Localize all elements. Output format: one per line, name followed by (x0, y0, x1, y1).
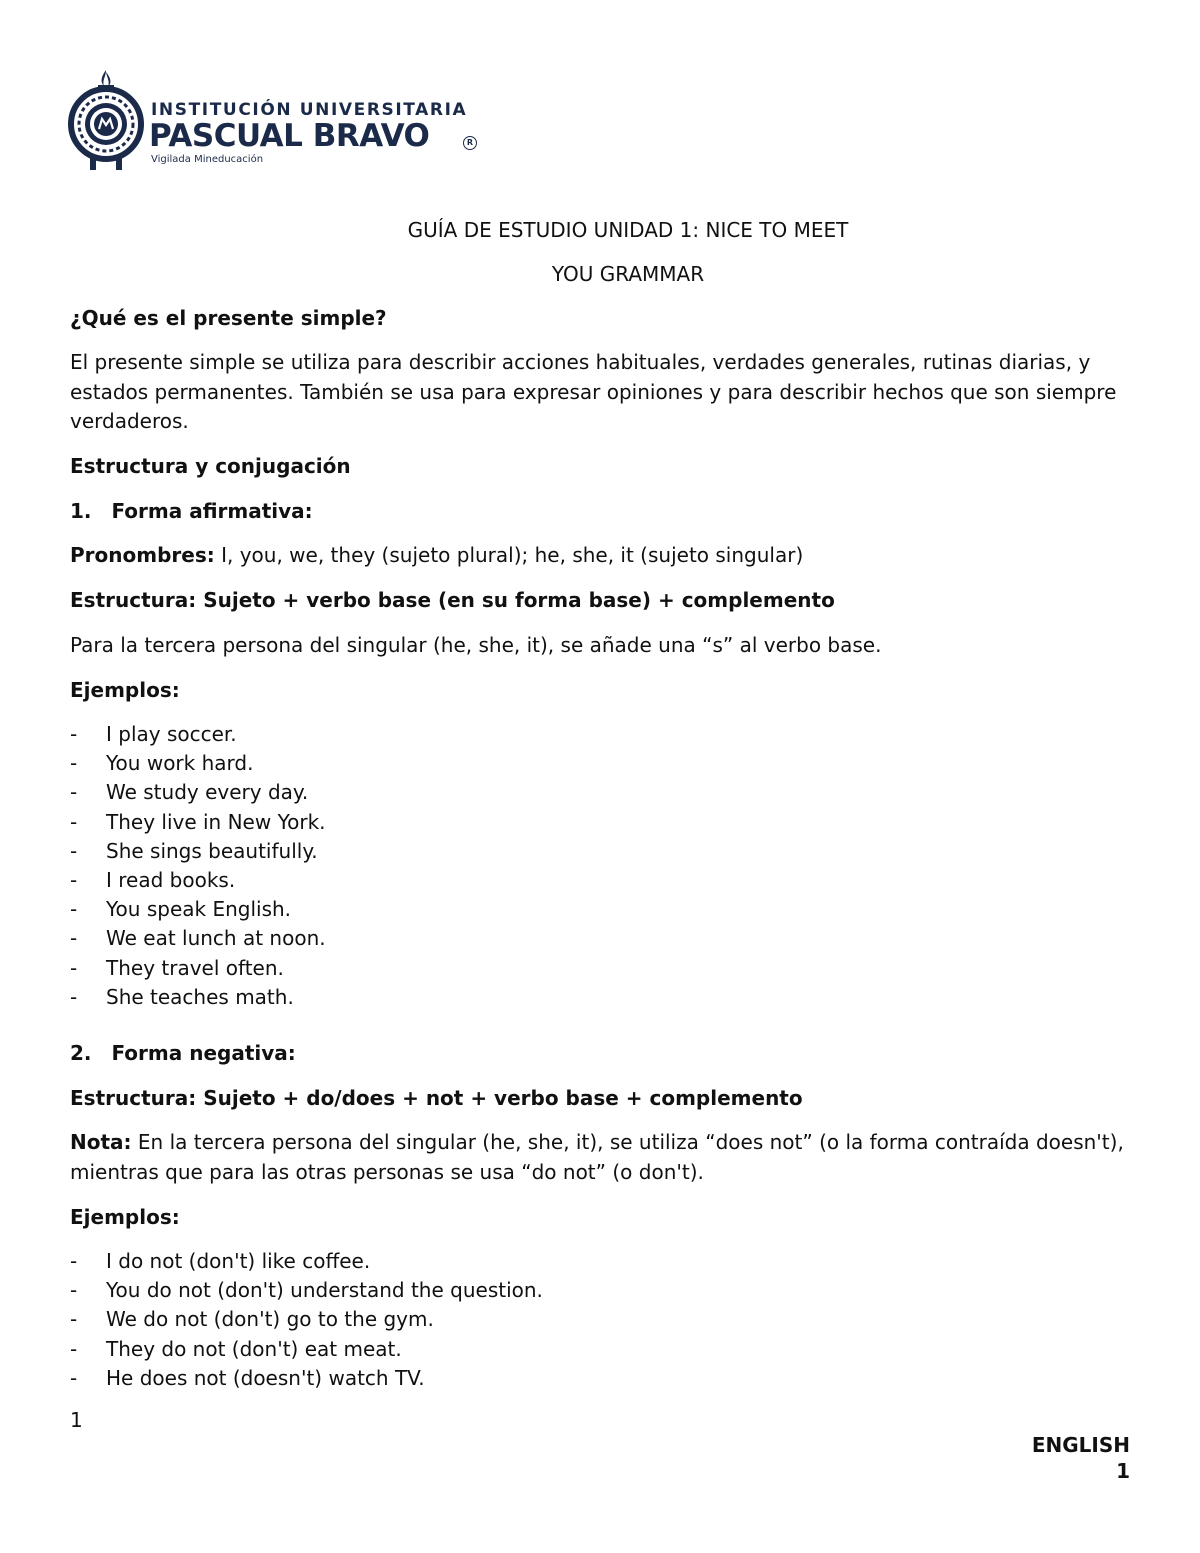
list-marker: - (70, 955, 78, 980)
affirmative-heading-text: Forma afirmativa: (111, 499, 313, 523)
list-item (70, 839, 326, 868)
example-text: You do not (don't) understand the question. (106, 1278, 543, 1303)
example-text: They live in New York. (106, 809, 326, 834)
footer-subject: ENGLISH (1031, 1433, 1130, 1457)
logo-institution-label: INSTITUCIÓN UNIVERSITARIA (151, 100, 468, 120)
negative-heading-text: Forma negativa: (111, 1041, 296, 1065)
pronouns-line (70, 543, 803, 567)
affirmative-examples-label: Ejemplos: (70, 678, 180, 702)
logo-name: PASCUAL BRAVO (149, 118, 430, 154)
list-marker: - (70, 867, 78, 892)
affirmative-note: Para la tercera persona del singular (he, she, it), se añade una “s” al verbo base. (70, 633, 882, 657)
pronouns-text: I, you, we, they (sujeto plural); he, she, it (sujeto singular) (214, 543, 804, 567)
list-item (70, 810, 326, 839)
affirmative-examples-list (70, 722, 326, 1014)
example-text: We do not (don't) go to the gym. (106, 1307, 434, 1332)
negative-note-text: En la tercera persona del singular (he, she, it), se utiliza “does not” (o la forma contraída doesn't), mientras que para las otras personas se usa “do not” (o don't). (70, 1130, 1124, 1184)
list-marker: - (70, 1336, 78, 1361)
example-text: I play soccer. (106, 722, 237, 746)
list-item (70, 926, 326, 955)
list-item (70, 1249, 543, 1278)
document-title-line-1: GUÍA DE ESTUDIO UNIDAD 1: NICE TO MEET (407, 218, 849, 242)
affirmative-number: 1. (70, 499, 92, 523)
example-text: He does not (doesn't) watch TV. (106, 1365, 425, 1390)
list-item (70, 868, 326, 897)
affirmative-structure: Estructura: Sujeto + verbo base (en su forma base) + complemento (70, 588, 835, 612)
list-item (70, 1278, 543, 1307)
example-text: You work hard. (106, 751, 254, 776)
list-marker: - (70, 809, 78, 834)
page-number: 1 (70, 1408, 83, 1432)
negative-heading (70, 1041, 296, 1065)
list-marker: - (70, 838, 78, 863)
example-text: You speak English. (106, 897, 292, 922)
affirmative-heading (70, 499, 313, 523)
negative-examples-list (70, 1249, 543, 1395)
list-marker: - (70, 780, 78, 805)
institution-logo (68, 68, 488, 172)
list-item (70, 780, 326, 809)
list-item (70, 985, 326, 1014)
list-item (70, 1366, 543, 1395)
list-marker: - (70, 926, 78, 951)
negative-note (70, 1128, 1140, 1187)
example-text: She teaches math. (106, 984, 294, 1009)
example-text: We study every day. (106, 780, 309, 805)
list-marker: - (70, 1365, 78, 1390)
example-text: She sings beautifully. (106, 838, 318, 863)
example-text: They travel often. (106, 955, 284, 980)
list-marker: - (70, 722, 78, 746)
seal-icon (68, 68, 144, 172)
negative-examples-label: Ejemplos: (70, 1205, 180, 1229)
intro-paragraph: El presente simple se utiliza para describir acciones habituales, verdades generales, rutinas diarias, y estados permanentes. También se usa para expresar opiniones y para describir hechos que son siempre verdaderos. (70, 350, 1117, 433)
registered-mark-icon: R (463, 136, 477, 150)
list-marker: - (70, 1249, 78, 1273)
example-text: They do not (don't) eat meat. (106, 1336, 402, 1361)
list-item (70, 956, 326, 985)
list-marker: - (70, 751, 78, 776)
footer-level: 1 (1116, 1459, 1130, 1483)
list-marker: - (70, 1307, 78, 1332)
negative-number: 2. (70, 1041, 92, 1065)
structure-heading: Estructura y conjugación (70, 454, 351, 478)
logo-tagline: Vigilada Mineducación (151, 154, 264, 165)
document-title-line-2: YOU GRAMMAR (551, 262, 705, 286)
list-item (70, 1337, 543, 1366)
negative-note-label: Nota: (70, 1130, 132, 1154)
footer (1032, 1432, 1130, 1484)
list-marker: - (70, 897, 78, 922)
list-item (70, 722, 326, 751)
list-marker: - (70, 1278, 78, 1303)
list-item (70, 751, 326, 780)
section-question-heading: ¿Qué es el presente simple? (70, 306, 387, 330)
list-item (70, 1307, 543, 1336)
negative-structure: Estructura: Sujeto + do/does + not + verbo base + complemento (70, 1086, 803, 1110)
example-text: I read books. (106, 867, 236, 892)
example-text: I do not (don't) like coffee. (106, 1249, 371, 1273)
list-item (70, 897, 326, 926)
list-marker: - (70, 984, 78, 1009)
example-text: We eat lunch at noon. (106, 926, 326, 951)
pronouns-label: Pronombres: (70, 543, 215, 567)
